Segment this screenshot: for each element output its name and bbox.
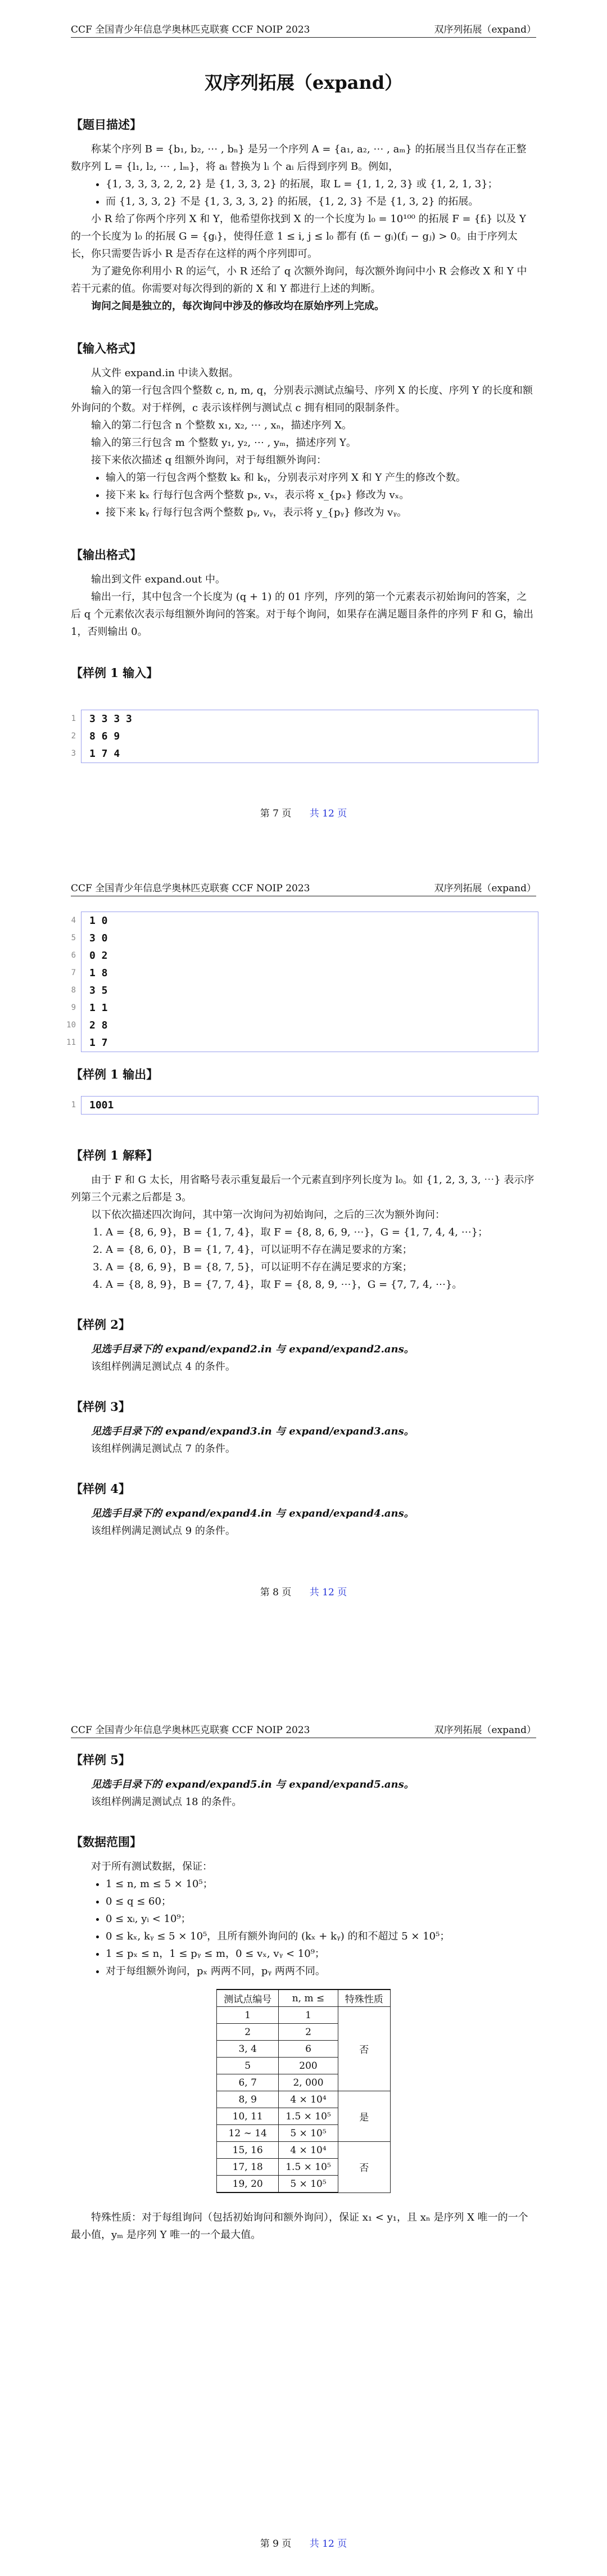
- desc-paragraph-3: 为了避免你利用小 R 的运气，小 R 还给了 q 次额外询问，每次额外询问中小 R 会修改 X 和 Y 中若干元素的值。你需要对每次得到的新的 X 和 Y 都进行上述的判断。: [71, 265, 527, 295]
- problem-title: 双序列拓展（expand）: [204, 72, 403, 93]
- sample1-input-block-part1: [71, 710, 538, 763]
- range-heading: 【数据范围】: [71, 1835, 142, 1849]
- page-9: [0, 1717, 607, 2576]
- sample1-input-block-part2: [66, 912, 538, 1052]
- input-bullet: • 接下来 kᵧ 行每行包含两个整数 pᵧ, vᵧ，表示将 y_{pᵧ} 修改为 vᵧ。: [106, 504, 536, 521]
- desc-bullet: • 而 {1, 3, 3, 2} 不是 {1, 3, 3, 3, 2} 的拓展，{1, 2, 3} 不是 {1, 3, 2} 的拓展。: [106, 193, 536, 210]
- explain-item: 2. A = {8, 6, 0}，B = {1, 7, 4}，可以证明不存在满足要求的方案；: [106, 1241, 536, 1258]
- page-footer: 第 9 页 共 12 页: [260, 2538, 347, 2550]
- explain-list: [71, 1224, 536, 1293]
- sample5-paragraph-2: 该组样例满足测试点 18 的条件。: [91, 1796, 242, 1808]
- sample5-paragraph-1: 见选手目录下的 expand/expand5.in 与 expand/expand5.ans。: [91, 1779, 414, 1790]
- input-paragraph-4: 输入的第三行包含 m 个整数 y₁, y₂, ⋯ , yₘ，描述序列 Y。: [91, 437, 356, 449]
- explain-heading: 【样例 1 解释】: [71, 1148, 158, 1162]
- explain-item: 3. A = {8, 6, 9}，B = {8, 7, 5}，可以证明不存在满足要求的方案；: [106, 1258, 536, 1276]
- sample5-heading: 【样例 5】: [71, 1753, 130, 1767]
- output-heading: 【输出格式】: [71, 548, 142, 562]
- sample3-paragraph-1: 见选手目录下的 expand/expand3.in 与 expand/expand3.ans。: [91, 1425, 414, 1437]
- range-bullet: • 1 ≤ n, m ≤ 5 × 10⁵；: [106, 1875, 536, 1893]
- sample3-paragraph-2: 该组样例满足测试点 7 的条件。: [91, 1443, 235, 1455]
- page-7-content: [71, 69, 536, 681]
- sample4-paragraph-1: 见选手目录下的 expand/expand4.in 与 expand/expand4.ans。: [91, 1508, 414, 1519]
- code-line: 11 1 7: [66, 1037, 108, 1049]
- input-bullets: [71, 469, 536, 521]
- table-row: 5 200: [217, 2058, 391, 2074]
- sample2-heading: 【样例 2】: [71, 1318, 130, 1332]
- table-row: 1 1 否: [217, 2007, 391, 2024]
- page-header: [71, 17, 536, 38]
- sample2-paragraph-2: 该组样例满足测试点 4 的条件。: [91, 1361, 235, 1373]
- header-contest: CCF 全国青少年信息学奥林匹克联赛 CCF NOIP 2023: [71, 24, 310, 35]
- sample4-paragraph-2: 该组样例满足测试点 9 的条件。: [91, 1525, 235, 1537]
- code-line: 1 3 3 3 3: [71, 713, 132, 725]
- table-row: 19, 20 5 × 10⁵: [217, 2176, 391, 2193]
- code-line: 3 1 7 4: [71, 748, 120, 760]
- output-paragraph-1: 输出到文件 expand.out 中。: [91, 574, 226, 585]
- special-cell: 是: [338, 2091, 390, 2142]
- input-bullet: • 接下来 kₓ 行每行包含两个整数 pₓ, vₓ，表示将 x_{pₓ} 修改为 vₓ。: [106, 486, 536, 504]
- input-heading: 【输入格式】: [71, 341, 142, 355]
- range-special-note: 特殊性质：对于每组询问（包括初始询问和额外询问），保证 x₁ < y₁，且 xₙ 是序列 X 唯一的一个最小值，yₘ 是序列 Y 唯一的一个最大值。: [71, 2212, 528, 2241]
- code-line: 9 1 1: [71, 1002, 108, 1014]
- range-bullet: • 0 ≤ kₓ, kᵧ ≤ 5 × 10⁵，且所有额外询问的 (kₓ + kᵧ) 的和不超过 5 × 10⁵；: [106, 1928, 536, 1945]
- sample2-paragraph-1: 见选手目录下的 expand/expand2.in 与 expand/expand2.ans。: [91, 1343, 414, 1355]
- page-header: CCF 全国青少年信息学奥林匹克联赛 CCF NOIP 2023 双序列拓展（expand）: [71, 876, 536, 896]
- input-paragraph-5: 接下来依次描述 q 组额外询问，对于每组额外询问：: [91, 454, 327, 466]
- code-line: 4 1 0: [71, 915, 108, 927]
- special-cell: 否: [338, 2007, 390, 2091]
- desc-paragraph-1: 称某个序列 B = {b₁, b₂, ⋯ , bₙ} 是另一个序列 A = {a₁, a₂, ⋯ , aₘ} 的拓展当且仅当存在正整数序列 L = {l₁, l₂, ⋯ , lₘ}，将 aᵢ 替换为 lᵢ 个 aᵢ 后得到序列 B。例如，: [71, 143, 527, 173]
- input-bullet: • 输入的第一行包含两个整数 kₓ 和 kᵧ，分别表示对序列 X 和 Y 产生的修改个数。: [106, 469, 536, 486]
- page-9-content: [71, 1751, 536, 2244]
- range-paragraph-1: 对于所有测试数据，保证：: [91, 1861, 212, 1873]
- desc-heading: 【题目描述】: [71, 118, 142, 132]
- desc-bullet: • {1, 3, 3, 3, 2, 2, 2} 是 {1, 3, 3, 2} 的拓展，取 L = {1, 1, 2, 3} 或 {1, 2, 1, 3}；: [106, 175, 536, 193]
- sample1-out-heading-wrap: [71, 1066, 536, 1082]
- desc-bullets: [71, 175, 536, 210]
- desc-paragraph-2: 小 R 给了你两个序列 X 和 Y，他希望你找到 X 的一个长度为 l₀ = 10¹⁰⁰ 的拓展 F = {fᵢ} 以及 Y 的一个长度为 l₀ 的拓展 G = {gᵢ}，使得任意 1 ≤ i, j ≤ l₀ 都有 (fᵢ − gᵢ)(fⱼ − gⱼ) > 0。由于序列太长，你只需要告诉小 R 是否存在这样的两个序列即可。: [71, 213, 526, 260]
- code-line: 6 0 2: [71, 950, 108, 962]
- page-8-content: [71, 1147, 536, 1540]
- table-row: 12 ∼ 14 5 × 10⁵: [217, 2125, 391, 2142]
- page-8: [0, 859, 607, 1717]
- special-cell: 否: [338, 2142, 390, 2193]
- explain-item: 4. A = {8, 8, 9}，B = {7, 7, 4}，取 F = {8, 8, 9, ⋯}，G = {7, 7, 4, ⋯}。: [106, 1276, 536, 1293]
- input-paragraph-2: 输入的第一行包含四个整数 c, n, m, q，分别表示测试点编号、序列 X 的长度、序列 Y 的长度和额外询问的个数。对于样例，c 表示该样例与测试点 c 拥有相同的限制条件。: [71, 385, 533, 414]
- range-bullets: [71, 1875, 536, 1980]
- input-paragraph-1: 从文件 expand.in 中读入数据。: [91, 367, 239, 379]
- code-line: 10 2 8: [66, 1019, 108, 1031]
- table-row: 6, 7 2, 000: [217, 2074, 391, 2091]
- table-row: 10, 11 1.5 × 10⁵: [217, 2108, 391, 2125]
- table-header: 测试点编号: [217, 1989, 279, 2007]
- desc-note: 询问之间是独立的，每次询问中涉及的修改均在原始序列上完成。: [91, 300, 384, 312]
- range-table-wrap: [71, 1989, 536, 2193]
- code-line: 7 1 8: [71, 967, 108, 979]
- page-7: [0, 0, 607, 859]
- table-header: n, m ≤: [279, 1989, 338, 2007]
- table-row: 8, 9 4 × 10⁴ 是: [217, 2091, 391, 2108]
- range-table: [216, 1989, 391, 2193]
- header-problem: 双序列拓展（expand）: [434, 24, 536, 35]
- explain-paragraph-1: 由于 F 和 G 太长，用省略号表示重复最后一个元素直到序列长度为 l₀。如 {1, 2, 3, 3, ⋯} 表示序列第三个元素之后都是 3。: [71, 1174, 534, 1203]
- page-footer: 第 8 页 共 12 页: [260, 1587, 347, 1598]
- code-line: 1 1001: [71, 1099, 114, 1111]
- sample1-in-heading: 【样例 1 输入】: [71, 666, 158, 680]
- code-line: 8 3 5: [71, 985, 108, 996]
- sample1-output-block: [71, 1096, 538, 1115]
- table-row: 3, 4 6: [217, 2041, 391, 2058]
- sample1-out-heading: 【样例 1 输出】: [71, 1067, 158, 1081]
- table-header: 特殊性质: [338, 1989, 390, 2007]
- sample4-heading: 【样例 4】: [71, 1482, 130, 1496]
- explain-item: 1. A = {8, 6, 9}，B = {1, 7, 4}，取 F = {8, 8, 6, 9, ⋯}，G = {1, 7, 4, 4, ⋯}；: [106, 1224, 536, 1241]
- code-line: 2 8 6 9: [71, 730, 120, 742]
- range-bullet: • 0 ≤ q ≤ 60；: [106, 1893, 536, 1910]
- table-row: 17, 18 1.5 × 10⁵: [217, 2159, 391, 2176]
- table-row: 15, 16 4 × 10⁴ 否: [217, 2142, 391, 2159]
- range-bullet: • 1 ≤ pₓ ≤ n，1 ≤ pᵧ ≤ m，0 ≤ vₓ, vᵧ < 10⁹；: [106, 1945, 536, 1963]
- input-paragraph-3: 输入的第二行包含 n 个整数 x₁, x₂, ⋯ , xₙ，描述序列 X。: [91, 419, 352, 431]
- range-bullet: • 0 ≤ xᵢ, yᵢ < 10⁹；: [106, 1910, 536, 1928]
- code-line: 5 3 0: [71, 932, 108, 944]
- range-bullet: • 对于每组额外询问，pₓ 两两不同，pᵧ 两两不同。: [106, 1963, 536, 1980]
- sample3-heading: 【样例 3】: [71, 1400, 130, 1414]
- output-paragraph-2: 输出一行，其中包含一个长度为 (q + 1) 的 01 序列，序列的第一个元素表示初始询问的答案，之后 q 个元素依次表示每组额外询问的答案。对于每个询问，如果存在满足题目条件的序列 F 和 G，输出 1，否则输出 0。: [71, 591, 533, 638]
- page-footer: 第 7 页 共 12 页: [260, 808, 347, 819]
- table-row: 2 2: [217, 2024, 391, 2041]
- page-header: CCF 全国青少年信息学奥林匹克联赛 CCF NOIP 2023 双序列拓展（expand）: [71, 1717, 536, 1738]
- explain-paragraph-2: 以下依次描述四次询问，其中第一次询问为初始询问，之后的三次为额外询问：: [91, 1209, 445, 1221]
